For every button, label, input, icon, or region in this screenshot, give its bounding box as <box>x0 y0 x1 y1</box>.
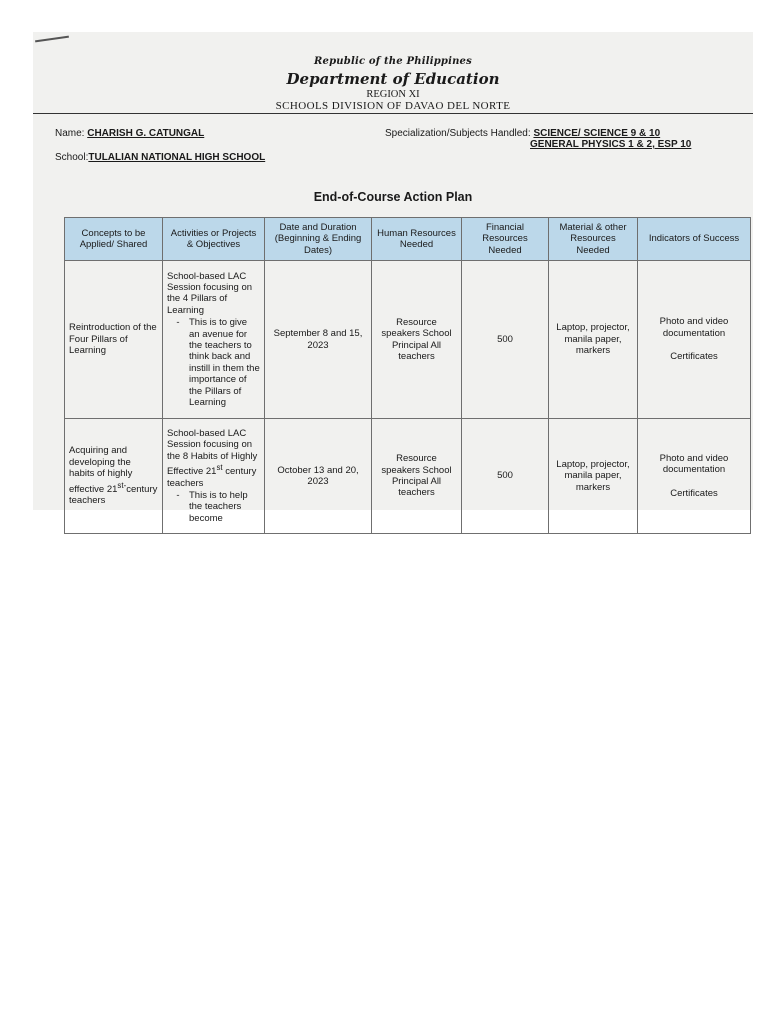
human-resources-cell: Resource speakers School Principal All teachers <box>372 261 462 419</box>
specialization-label: Specialization/Subjects Handled: <box>385 128 531 139</box>
concept-cell <box>65 419 163 534</box>
plan-title: End-of-Course Action Plan <box>313 190 473 204</box>
table-header-row <box>65 218 751 261</box>
header-date-duration: Date and Duration (Beginning & Ending Dates) <box>265 218 372 261</box>
specialization-value-2: GENERAL PHYSICS 1 & 2, ESP 10 <box>530 139 692 150</box>
financial-resources-cell: 500 <box>462 419 549 534</box>
indicator-certificates: Certificates <box>670 351 718 363</box>
header-material-resources: Material & other Resources Needed <box>549 218 638 261</box>
table-row <box>65 261 751 419</box>
header-region: REGION XI <box>366 89 420 100</box>
specialization-field <box>385 128 660 139</box>
activity-bullet <box>167 317 260 408</box>
name-label: Name: <box>55 128 85 139</box>
action-plan-table <box>64 217 751 534</box>
activity-heading: School-based LAC Session focusing on the 4 Pillars of Learning <box>167 270 253 316</box>
date-cell: October 13 and 20, 2023 <box>265 419 372 534</box>
activity-heading <box>167 428 260 489</box>
header-divider <box>33 113 753 114</box>
scanned-document <box>33 32 753 524</box>
activity-bullet <box>167 490 260 524</box>
bullet-dash: - <box>176 489 180 501</box>
indicators-cell <box>638 419 751 534</box>
header-division: SCHOOLS DIVISION OF DAVAO DEL NORTE <box>275 100 511 112</box>
header-human-resources: Human Resources Needed <box>372 218 462 261</box>
table-row <box>65 419 751 534</box>
activity-bullet-text: This is to give an avenue for the teachers to think back and instill in them the importance of the Pillars of Learning <box>189 317 260 409</box>
financial-resources-cell: 500 <box>462 261 549 419</box>
name-field <box>55 128 204 139</box>
activity-cell <box>163 419 265 534</box>
header-financial-resources: Financial Resources Needed <box>462 218 549 261</box>
indicator-documentation: Photo and video documentation <box>659 452 729 476</box>
bullet-dash: - <box>176 317 180 329</box>
header-concepts: Concepts to be Applied/ Shared <box>65 218 163 261</box>
header-indicators: Indicators of Success <box>638 218 751 261</box>
human-resources-cell: Resource speakers School Principal All teachers <box>372 419 462 534</box>
concept-text-end: century teachers <box>69 483 158 507</box>
activity-heading-text: School-based LAC Session focusing on the 8 Habits of Highly Effective 21 <box>167 427 258 478</box>
activity-superscript: st <box>216 463 223 473</box>
indicator-documentation: Photo and video documentation <box>659 316 729 339</box>
concept-superscript: st- <box>117 480 127 490</box>
pen-mark <box>35 36 69 43</box>
school-value: TULALIAN NATIONAL HIGH SCHOOL <box>88 152 266 163</box>
concept-cell: Reintroduction of the Four Pillars of Learning <box>65 261 163 419</box>
material-resources-cell: Laptop, projector, manila paper, markers <box>549 419 638 534</box>
header-republic: Republic of the Philippines <box>314 56 472 67</box>
header-activities: Activities or Projects & Objectives <box>163 218 265 261</box>
date-cell: September 8 and 15, 2023 <box>265 261 372 419</box>
school-field <box>55 152 265 163</box>
material-resources-cell: Laptop, projector, manila paper, markers <box>549 261 638 419</box>
specialization-value-1: SCIENCE/ SCIENCE 9 & 10 <box>533 128 661 139</box>
activity-cell <box>163 261 265 419</box>
name-value: CHARISH G. CATUNGAL <box>87 128 205 139</box>
indicators-cell <box>638 261 751 419</box>
activity-bullet-text: This is to help the teachers become <box>189 489 248 524</box>
activity-heading-end: century teachers <box>167 466 257 489</box>
indicator-certificates: Certificates <box>670 487 718 499</box>
concept-text: Acquiring and developing the habits of highly effective 21 <box>69 445 133 495</box>
school-label: School: <box>55 152 89 163</box>
header-department: Department of Education <box>286 70 500 88</box>
